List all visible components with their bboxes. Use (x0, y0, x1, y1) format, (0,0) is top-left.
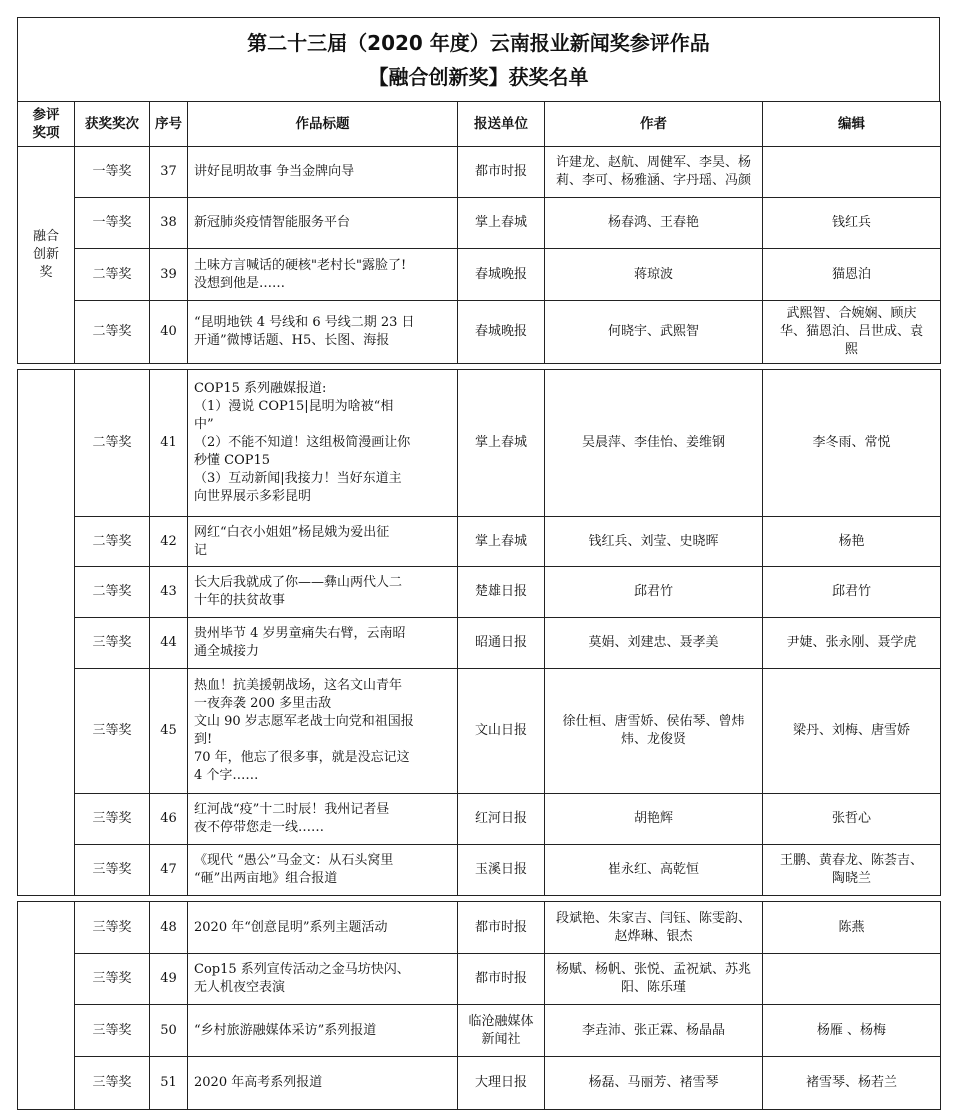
authors-cell-line: 阳、陈乐瑾 (620, 980, 686, 995)
authors-cell (545, 147, 763, 198)
unit-cell (458, 198, 545, 249)
category-cell (18, 370, 75, 896)
column-header-prize: 获奖奖次 (75, 102, 150, 147)
work-title-cell-line: “昆明地铁 4 号线和 6 号线二期 23 日 (194, 315, 415, 330)
work-title-cell-line: 通全城接力 (194, 644, 260, 659)
unit-cell-line: 都市时报 (474, 164, 527, 179)
table-row (18, 301, 941, 364)
unit-cell (458, 249, 545, 301)
authors-cell (545, 845, 763, 896)
unit-cell (458, 902, 545, 954)
column-header-number: 序号 (150, 102, 188, 147)
work-title-cell (188, 618, 458, 669)
work-title-cell-line: （3）互动新闻|我接力！当好东道主 (194, 471, 402, 486)
authors-cell-line: 莫娟、刘建忠、聂孝美 (588, 635, 719, 650)
unit-cell-line: 昭通日报 (474, 635, 527, 650)
number-cell: 40 (150, 301, 188, 364)
work-title-cell (188, 902, 458, 954)
editor-cell-line: 华、猫恩泊、吕世成、袁 (779, 324, 923, 339)
editor-cell-line: 猫恩泊 (831, 266, 871, 282)
work-title-cell-line: 土味方言喊话的硬核"老村长"露脸了! (194, 257, 407, 273)
prize-cell: 三等奖 (75, 618, 150, 669)
unit-cell-line: 掌上春城 (474, 435, 527, 450)
editor-cell (763, 618, 941, 669)
column-header-editor: 编辑 (763, 102, 941, 147)
authors-cell-line: 许建龙、赵航、周健军、李昊、杨 (555, 155, 751, 170)
authors-cell (545, 567, 763, 618)
work-title-cell-line: 讲好昆明故事 争当金牌向导 (194, 164, 355, 179)
work-title-cell (188, 249, 458, 301)
unit-cell-line: 春城晚报 (474, 266, 527, 282)
number-cell: 47 (150, 845, 188, 896)
editor-cell-line: 张哲心 (831, 811, 871, 826)
prize-cell: 三等奖 (75, 845, 150, 896)
number-cell: 38 (150, 198, 188, 249)
title-box (17, 17, 940, 101)
work-title-cell-line: 开通”微博话题、H5、长图、海报 (194, 333, 390, 348)
unit-cell-line: 掌上春城 (474, 533, 527, 549)
authors-cell (545, 1057, 763, 1110)
work-title-cell (188, 954, 458, 1005)
authors-cell (545, 198, 763, 249)
editor-cell-line: 李冬雨、常悦 (812, 435, 891, 450)
prize-cell: 三等奖 (75, 902, 150, 954)
unit-cell (458, 370, 545, 517)
unit-cell (458, 794, 545, 845)
document-title: 第二十三届（2020 年度）云南报业新闻奖参评作品 (247, 30, 710, 55)
authors-cell (545, 249, 763, 301)
work-title-cell (188, 1005, 458, 1057)
table-row (18, 147, 941, 198)
unit-cell-line: 都市时报 (474, 971, 527, 986)
work-title-cell (188, 845, 458, 896)
authors-cell-line: 邱君竹 (633, 584, 673, 599)
prize-cell: 三等奖 (75, 669, 150, 794)
authors-cell-line: 钱红兵、刘莹、史晓晖 (588, 533, 719, 549)
category-label: 创新 (32, 247, 59, 262)
authors-cell-line: 蒋琼波 (633, 266, 673, 282)
table-row (18, 1005, 941, 1057)
authors-cell-line: 徐仕桓、唐雪娇、侯佑琴、曾炜 (562, 714, 745, 729)
number-cell: 46 (150, 794, 188, 845)
editor-cell-line: 梁丹、刘梅、唐雪娇 (792, 723, 910, 738)
table-header-row (18, 102, 941, 147)
unit-cell-line: 大理日报 (474, 1075, 527, 1090)
editor-cell-line: 陈燕 (838, 919, 865, 935)
authors-cell (545, 618, 763, 669)
work-title-cell-line: “砸”出两亩地》组合报道 (194, 871, 338, 886)
authors-cell-line: 杨赋、杨帆、张悦、孟祝斌、苏兆 (555, 962, 751, 977)
work-title-cell-line: 长大后我就成了你——彝山两代人二 (194, 575, 403, 590)
unit-cell-line: 红河日报 (474, 811, 527, 826)
editor-cell-line: 邱君竹 (831, 584, 871, 599)
prize-cell: 二等奖 (75, 370, 150, 517)
column-header-unit: 报送单位 (458, 102, 545, 147)
authors-cell (545, 954, 763, 1005)
number-cell: 44 (150, 618, 188, 669)
authors-cell (545, 794, 763, 845)
prize-cell: 三等奖 (75, 1005, 150, 1057)
editor-cell (763, 567, 941, 618)
prize-cell: 二等奖 (75, 301, 150, 364)
unit-cell (458, 517, 545, 567)
number-cell: 49 (150, 954, 188, 1005)
column-header-category: 参评 奖项 (18, 102, 75, 147)
work-title-cell-line: 中” (194, 417, 214, 432)
table-row (18, 517, 941, 567)
authors-cell (545, 902, 763, 954)
category-label: 奖 (39, 265, 53, 280)
column-header-title: 作品标题 (188, 102, 458, 147)
authors-cell-line: 杨春鸿、王春艳 (607, 215, 699, 230)
work-title-cell-line: 热血！抗美援朝战场，这名文山青年 (194, 678, 403, 693)
unit-cell (458, 669, 545, 794)
number-cell: 48 (150, 902, 188, 954)
unit-cell-line: 楚雄日报 (474, 584, 527, 599)
editor-cell (763, 669, 941, 794)
work-title-cell-line: 没想到他是…… (194, 275, 286, 291)
work-title-cell (188, 198, 458, 249)
award-table-section-2 (17, 369, 941, 896)
table-row (18, 370, 941, 517)
unit-cell-line: 春城晚报 (474, 324, 527, 339)
table-row (18, 794, 941, 845)
editor-cell-line: 杨雁 、杨梅 (816, 1022, 887, 1038)
authors-cell (545, 517, 763, 567)
table-row (18, 249, 941, 301)
table-row (18, 669, 941, 794)
table-row (18, 567, 941, 618)
unit-cell (458, 301, 545, 364)
unit-cell (458, 1005, 545, 1057)
authors-cell-line: 崔永红、高乾恒 (607, 862, 699, 877)
work-title-cell-line: “乡村旅游融媒体采访”系列报道 (194, 1022, 377, 1038)
work-title-cell-line: 到! (194, 732, 213, 747)
work-title-cell-line: 夜不停带您走一线…… (194, 820, 325, 835)
work-title-cell-line: 《现代 “愚公”马金文：从石头窝里 (194, 853, 394, 868)
prize-cell: 三等奖 (75, 794, 150, 845)
unit-cell (458, 954, 545, 1005)
table-row (18, 618, 941, 669)
award-table-section-3 (17, 901, 941, 1110)
work-title-cell-line: 向世界展示多彩昆明 (194, 489, 312, 504)
editor-cell (763, 1005, 941, 1057)
work-title-cell-line: 70 年，他忘了很多事，就是没忘记这 (194, 750, 410, 765)
work-title-cell (188, 301, 458, 364)
authors-cell (545, 301, 763, 364)
number-cell: 37 (150, 147, 188, 198)
prize-cell: 一等奖 (75, 147, 150, 198)
number-cell: 51 (150, 1057, 188, 1110)
award-table-section-1 (17, 101, 941, 364)
editor-cell (763, 845, 941, 896)
editor-cell-line: 武熙智、合婉娴、顾庆 (786, 306, 917, 321)
work-title-cell-line: 红河战“疫”十二时辰！我州记者昼 (194, 802, 390, 817)
prize-cell: 二等奖 (75, 517, 150, 567)
authors-cell (545, 1005, 763, 1057)
table-row (18, 954, 941, 1005)
editor-cell-line: 褚雪琴、杨若兰 (805, 1075, 897, 1090)
number-cell: 50 (150, 1005, 188, 1057)
work-title-cell (188, 794, 458, 845)
unit-cell (458, 147, 545, 198)
column-header-authors: 作者 (545, 102, 763, 147)
authors-cell-line: 何晓宇、武熙智 (607, 324, 699, 339)
authors-cell (545, 370, 763, 517)
category-label: 融合 (32, 229, 59, 244)
number-cell: 42 (150, 517, 188, 567)
editor-cell (763, 794, 941, 845)
award-list-document (17, 17, 940, 1110)
unit-cell-line: 都市时报 (474, 919, 527, 935)
document-subtitle: 【融合创新奖】获奖名单 (368, 64, 589, 89)
work-title-cell-line: 无人机夜空表演 (194, 980, 286, 995)
authors-cell-line: 杨磊、马丽芳、褚雪琴 (588, 1075, 719, 1090)
category-cell (18, 902, 75, 1110)
unit-cell-line: 玉溪日报 (474, 862, 527, 877)
prize-cell: 二等奖 (75, 249, 150, 301)
unit-cell (458, 618, 545, 669)
editor-cell (763, 954, 941, 1005)
work-title-cell-line: 记 (194, 542, 208, 558)
work-title-cell-line: 2020 年高考系列报道 (194, 1075, 323, 1090)
work-title-cell-line: 4 个字…… (194, 768, 259, 783)
editor-cell (763, 301, 941, 364)
editor-cell (763, 1057, 941, 1110)
number-cell: 43 (150, 567, 188, 618)
editor-cell-line: 陶晓兰 (831, 871, 871, 886)
category-cell (18, 147, 75, 364)
table-row (18, 845, 941, 896)
unit-cell-line: 掌上春城 (474, 215, 527, 230)
work-title-cell-line: 秒懂 COP15 (194, 453, 271, 468)
editor-cell (763, 249, 941, 301)
authors-cell-line: 李垚沛、张正霖、杨晶晶 (581, 1022, 725, 1038)
prize-cell: 一等奖 (75, 198, 150, 249)
work-title-cell-line: 一夜奔袭 200 多里击敌 (194, 696, 332, 711)
number-cell: 41 (150, 370, 188, 517)
unit-cell-line: 文山日报 (474, 723, 527, 738)
editor-cell (763, 198, 941, 249)
authors-cell-line: 吴晨萍、李佳怡、姜维钢 (581, 435, 725, 450)
table-row (18, 198, 941, 249)
editor-cell-line: 尹婕、张永刚、聂学虎 (786, 635, 917, 650)
unit-cell (458, 845, 545, 896)
work-title-cell (188, 370, 458, 517)
editor-cell-line: 王鹏、黄春龙、陈荟吉、 (779, 853, 923, 868)
work-title-cell-line: 贵州毕节 4 岁男童痛失右臂，云南昭 (194, 626, 406, 641)
work-title-cell-line: 十年的扶贫故事 (194, 593, 286, 608)
authors-cell-line: 胡艳辉 (633, 811, 673, 826)
work-title-cell-line: （1）漫说 COP15|昆明为啥被“相 (194, 399, 394, 414)
work-title-cell-line: 网红“白衣小姐姐”杨昆娥为爱出征 (194, 524, 390, 540)
work-title-cell-line: 新冠肺炎疫情智能服务平台 (194, 215, 351, 230)
table-row (18, 902, 941, 954)
prize-cell: 三等奖 (75, 1057, 150, 1110)
editor-cell (763, 147, 941, 198)
work-title-cell (188, 517, 458, 567)
work-title-cell-line: （2）不能不知道！这组极简漫画让你 (194, 435, 411, 450)
work-title-cell (188, 147, 458, 198)
table-row (18, 1057, 941, 1110)
work-title-cell-line: COP15 系列融媒报道: (194, 381, 327, 396)
authors-cell-line: 炜、龙俊贤 (620, 732, 686, 747)
editor-cell (763, 902, 941, 954)
unit-cell-line: 临沧融媒体 (468, 1013, 534, 1029)
editor-cell (763, 517, 941, 567)
authors-cell-line: 莉、李可、杨雅涵、字丹瑶、冯颜 (555, 173, 751, 188)
authors-cell-line: 段斌艳、朱家吉、闫钰、陈雯韵、 (555, 910, 751, 926)
authors-cell (545, 669, 763, 794)
work-title-cell-line: Cop15 系列宣传活动之金马坊快闪、 (194, 962, 410, 977)
work-title-cell (188, 669, 458, 794)
unit-cell-line: 新闻社 (481, 1031, 521, 1047)
editor-cell-line: 钱红兵 (831, 215, 871, 230)
work-title-cell (188, 567, 458, 618)
number-cell: 39 (150, 249, 188, 301)
editor-cell (763, 370, 941, 517)
editor-cell-line: 杨艳 (838, 533, 865, 549)
editor-cell-line: 熙 (844, 342, 858, 357)
number-cell: 45 (150, 669, 188, 794)
work-title-cell (188, 1057, 458, 1110)
work-title-cell-line: 2020 年“创意昆明”系列主题活动 (194, 919, 388, 935)
work-title-cell-line: 文山 90 岁志愿军老战士向党和祖国报 (194, 714, 414, 729)
authors-cell-line: 赵烨琳、银杰 (614, 928, 693, 944)
prize-cell: 三等奖 (75, 954, 150, 1005)
unit-cell (458, 567, 545, 618)
prize-cell: 二等奖 (75, 567, 150, 618)
unit-cell (458, 1057, 545, 1110)
